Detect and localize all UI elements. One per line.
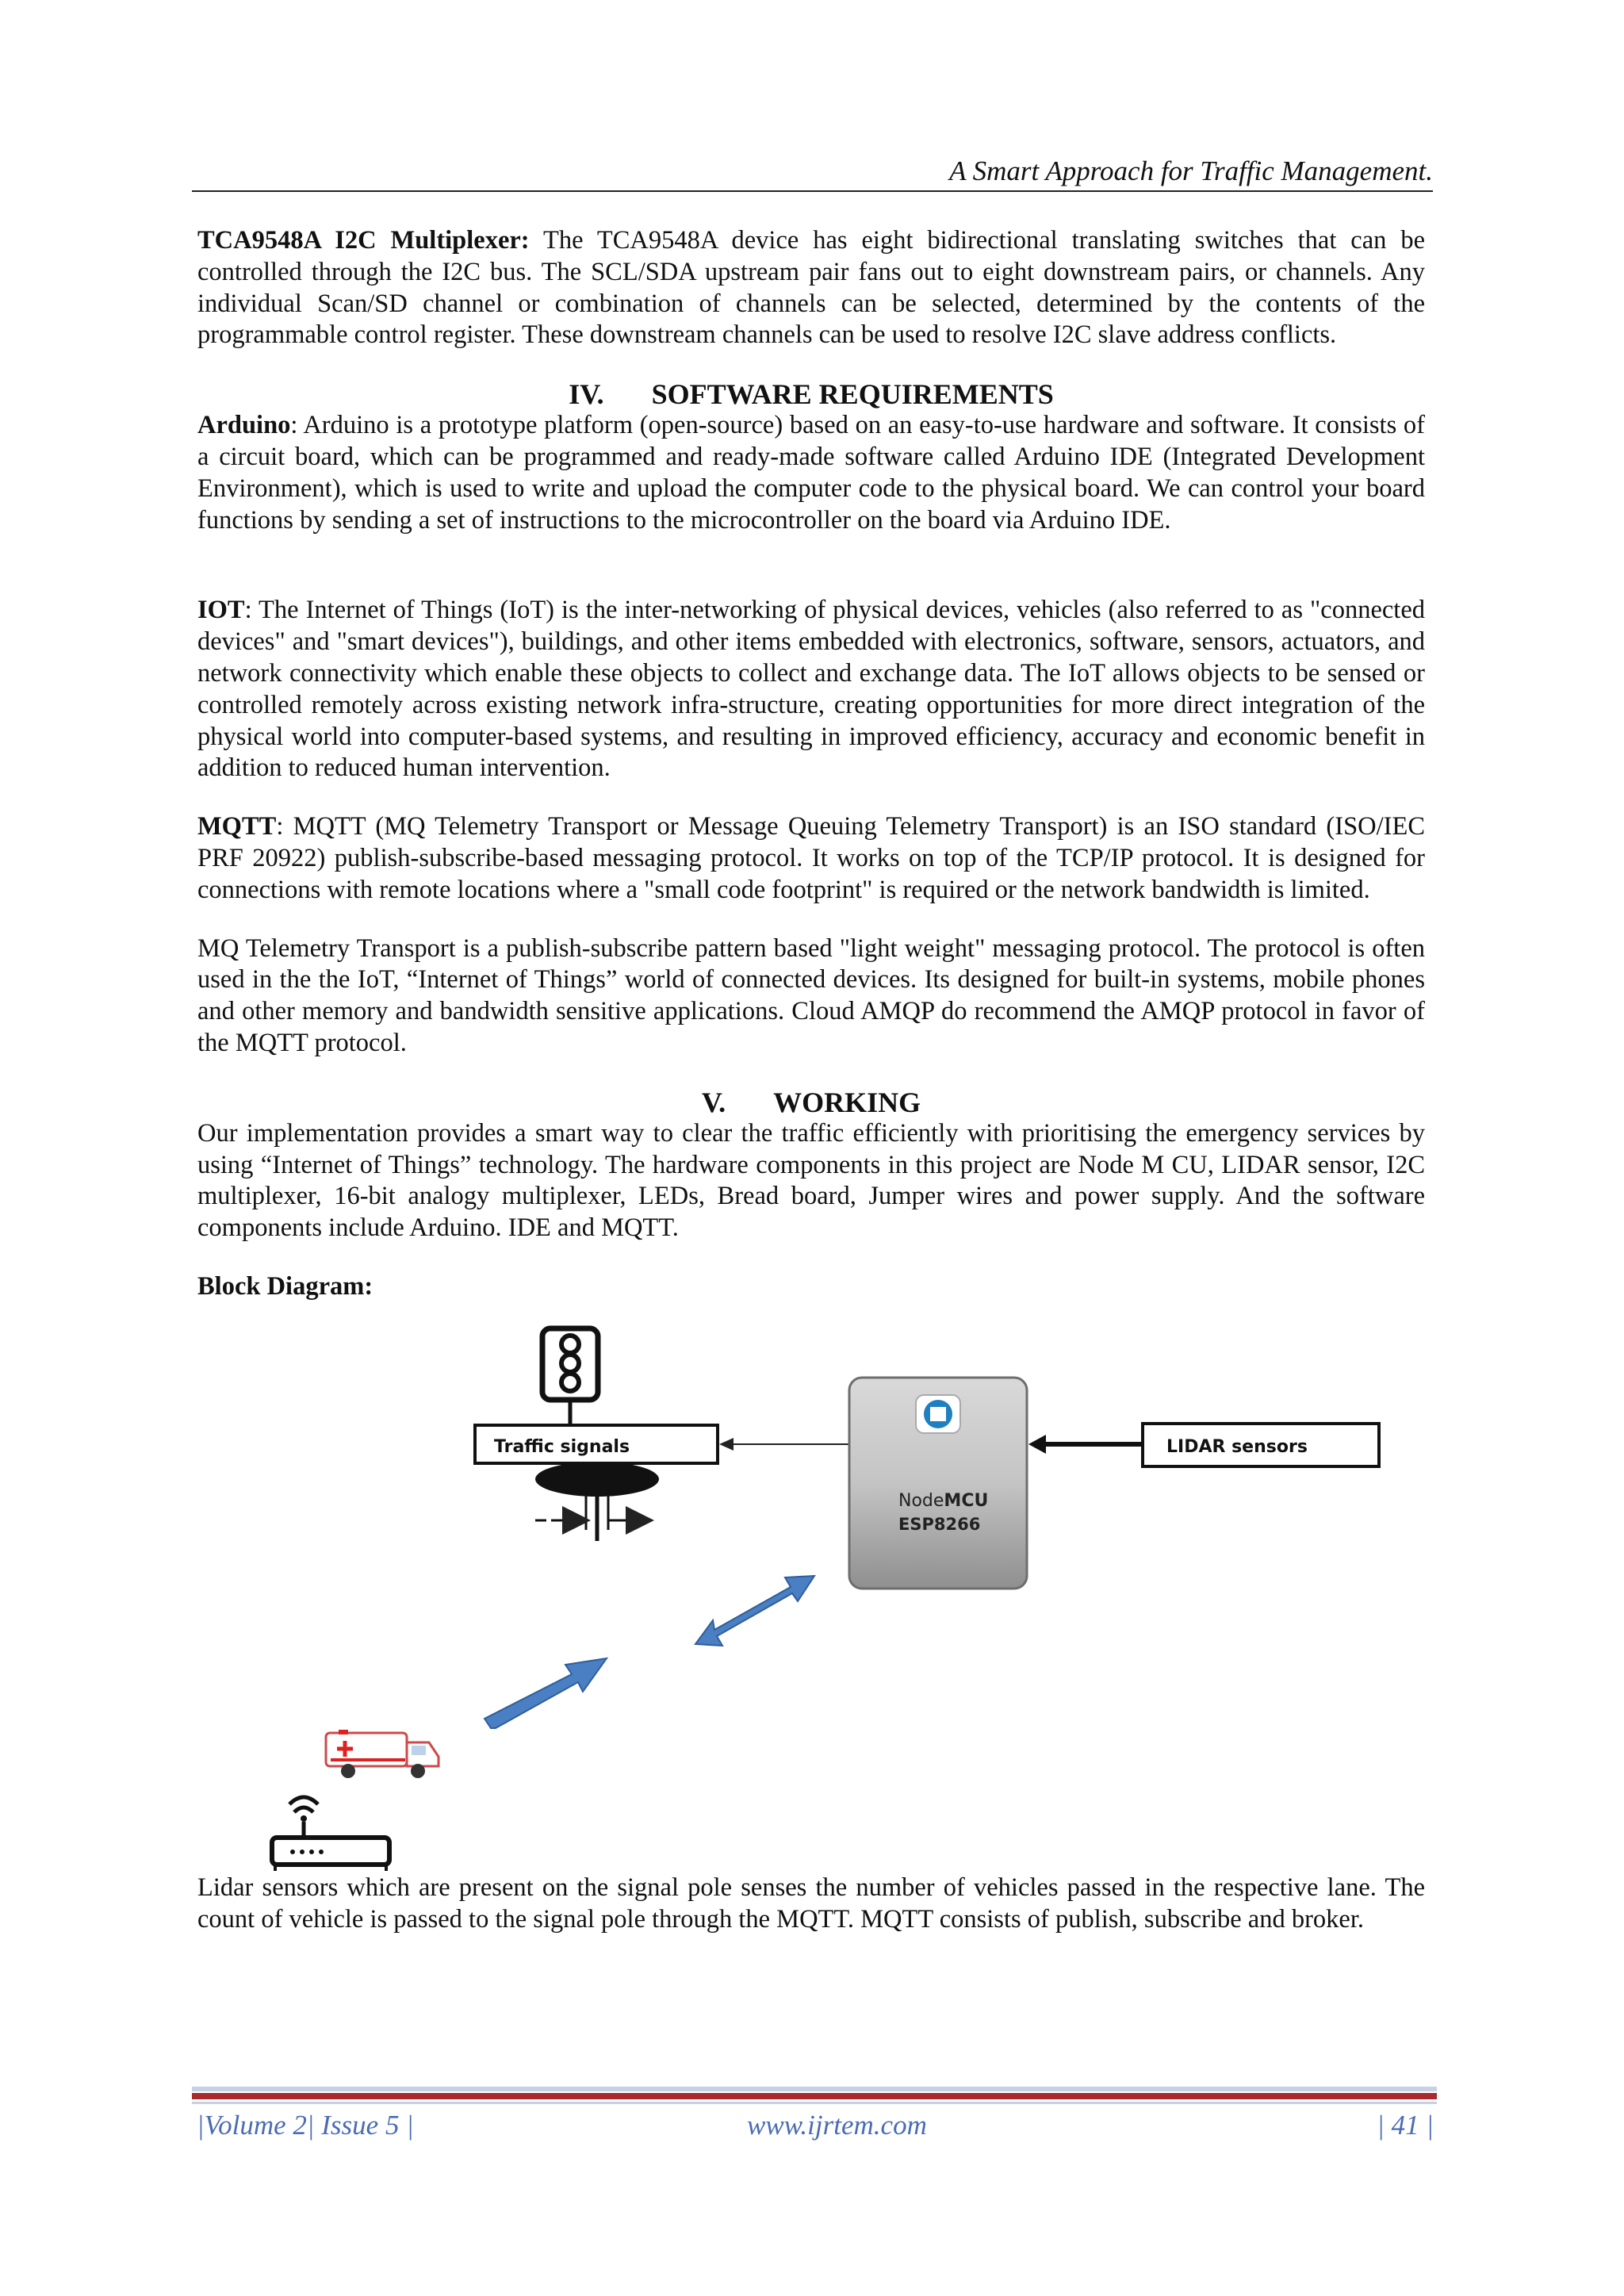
section-heading-software: [197, 378, 1425, 410]
wifi-router-icon: [272, 1797, 389, 1871]
traffic-signals-box: [475, 1425, 718, 1463]
iot-text: : The Internet of Things (IoT) is the inter-networking of physical devices, vehicles (also referred to as "connected devices" and "smart devices"), buildings, and other items embedded with electronics, software, sensors, actuators, and network connectivity which enable these objects to collect and exchange data. The IoT allows objects to be sensed or controlled remotely across existing network infra-structure, creating opportunities for more direct integration of the physical world into computer-based systems, and resulting in improved efficiency, accuracy and economic benefit in addition to reduced human intervention.: [197, 596, 1425, 783]
section-title: SOFTWARE REQUIREMENTS: [651, 378, 1054, 411]
page-content: [197, 225, 1425, 1935]
footer-page-number: | 41 |: [1377, 2110, 1434, 2141]
section-heading-working: [197, 1087, 1425, 1118]
mq-telemetry-paragraph: MQ Telemetry Transport is a publish-subscribe pattern based "light weight" messaging protocol. The protocol is often used in the the IoT, “Internet of Things” world of connected devices. Its designed for built-in systems, mobile phones and other memory and bandwidth sensitive applications. Cloud AMQP do recommend the AMQP protocol in favor of the MQTT protocol.: [197, 933, 1425, 1057]
nodemcu-label-mcu: MCU: [944, 1490, 989, 1511]
footer-volume: |Volume 2| Issue 5 |: [197, 2110, 414, 2141]
working-paragraph: Our implementation provides a smart way to clear the traffic efficiently with prioritising the emergency services by using “Internet of Things” technology. The hardware components in this project are Node M CU, LIDAR sensor, I2C multiplexer, 16-bit analogy multiplexer, LEDs, Bread board, Jumper wires and power supply. And the software components include Arduino. IDE and MQTT.: [197, 1118, 1425, 1243]
arduino-text: : Arduino is a prototype platform (open-source) based on an easy-to-use hardware and software. It consists of a circuit board, which can be programmed and ready-made software called Arduino IDE (Integrated Development Environment), which is used to write and upload the computer code to the physical board. We can control your board functions by sending a set of instructions to the microcontroller on the board via Arduino IDE.: [197, 411, 1425, 535]
arduino-label: Arduino: [197, 411, 291, 440]
tca-paragraph: [197, 225, 1425, 351]
lidar-paragraph: Lidar sensors which are present on the signal pole senses the number of vehicles passed in the respective lane. The count of vehicle is passed to the signal pole through the MQTT. MQTT consists of publish, subscribe and broker.: [197, 1872, 1425, 1934]
tca-label: TCA9548A I2C Multiplexer:: [197, 226, 530, 255]
signal-to-mcu-arrow: [719, 1438, 849, 1451]
lidar-sensors-label: LIDAR sensors: [1166, 1436, 1308, 1457]
junction-icon: [535, 1462, 659, 1541]
footer-rule-top: [192, 2087, 1437, 2091]
iot-label: IOT: [197, 596, 245, 625]
nodemcu-label-esp: ESP8266: [898, 1514, 981, 1534]
mqtt-text: : MQTT (MQ Telemetry Transport or Message Queuing Telemetry Transport) is an ISO standard (ISO/IEC PRF 20922) publish-subscribe-based messaging protocol. It works on top of the TCP/IP protocol. It is designed for connections with remote locations where a "small code footprint" is required or the network bandwidth is limited.: [197, 812, 1425, 904]
running-head: A Smart Approach for Traffic Management.: [949, 155, 1433, 186]
lidar-to-mcu-arrow: [1028, 1435, 1143, 1454]
section-number: V.: [701, 1086, 726, 1118]
traffic-light-icon: [542, 1328, 598, 1425]
block-diagram: [197, 1325, 1425, 1872]
footer: [197, 2110, 1434, 2145]
nodemcu-board: [849, 1378, 1027, 1589]
footer-rule-red: [192, 2093, 1437, 2099]
section-number: IV.: [569, 378, 604, 411]
nodemcu-label-node: Node: [898, 1490, 944, 1511]
mqtt-paragraph: [197, 811, 1425, 906]
header-rule: [192, 190, 1433, 192]
mqtt-label: MQTT: [197, 812, 277, 841]
lidar-sensors-box: [1143, 1424, 1379, 1466]
section-title: WORKING: [773, 1086, 921, 1118]
block-diagram-label: Block Diagram:: [197, 1271, 373, 1301]
svg-text:NodeMCU: [898, 1491, 988, 1511]
bidirectional-arrow-icon: [695, 1576, 814, 1646]
arduino-paragraph: [197, 410, 1425, 536]
footer-website[interactable]: www.ijrtem.com: [747, 2110, 927, 2141]
tca-text: The TCA9548A device has eight bidirectional translating switches that can be controlled through the I2C bus. The SCL/SDA upstream pair fans out to eight downstream pairs, or channels. Any individual Scan/SD channel or combination of channels can be selected, determined by the contents of the programmable control register. These downstream channels can be used to resolve I2C slave address conflicts.: [197, 226, 1426, 350]
ambulance-icon: [326, 1730, 439, 1778]
footer-rule-bottom: [192, 2102, 1437, 2104]
traffic-signals-label: Traffic signals: [494, 1436, 630, 1457]
upward-arrow-icon: [485, 1658, 607, 1728]
iot-paragraph: [197, 595, 1425, 784]
block-diagram-svg: [197, 1325, 1425, 1872]
